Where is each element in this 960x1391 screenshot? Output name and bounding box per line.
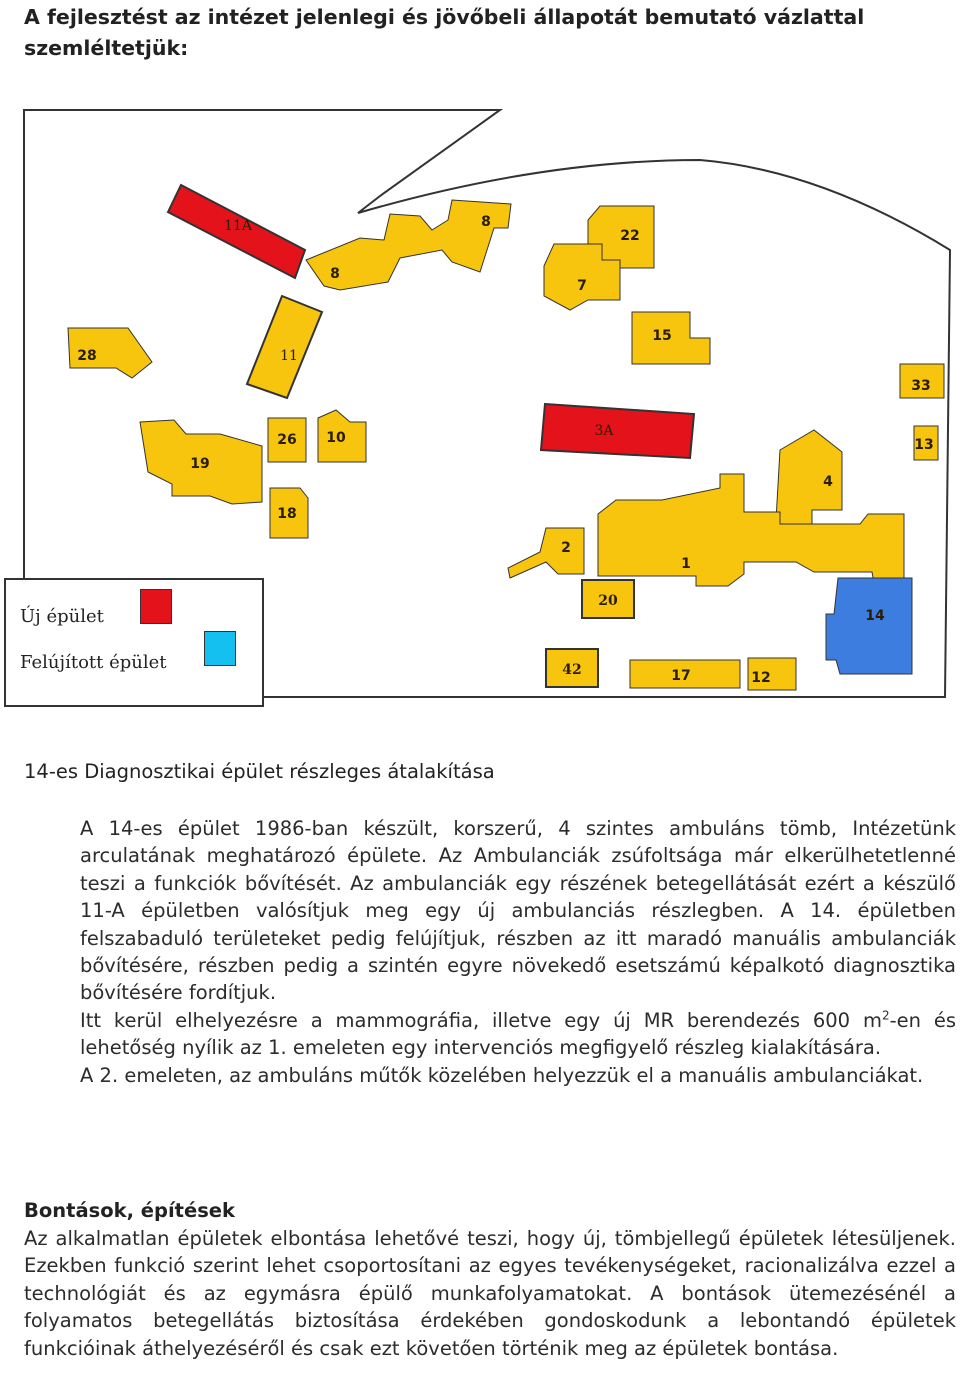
section1-title: 14-es Diagnosztikai épület részleges átalakítása <box>24 760 495 783</box>
label-17: 17 <box>671 668 691 684</box>
label-3A: 3A <box>594 423 614 439</box>
label-14: 14 <box>865 608 885 624</box>
label-28: 28 <box>77 348 97 364</box>
section1-paragraph-3: A 2. emeleten, az ambuláns műtők közelében helyezzük el a manuális ambulanciákat. <box>80 1063 924 1087</box>
label-33: 33 <box>911 378 931 394</box>
label-8a: 8 <box>481 214 491 230</box>
map-legend <box>4 578 264 707</box>
section2-title: Bontások, építések <box>24 1199 236 1222</box>
label-12: 12 <box>751 670 771 686</box>
label-22: 22 <box>620 228 640 244</box>
legend-new-swatch <box>140 589 172 624</box>
label-4: 4 <box>823 474 833 490</box>
label-18: 18 <box>277 506 297 522</box>
intro-heading: A fejlesztést az intézet jelenlegi és jövőbeli állapotát bemutató vázlattal szemléltetjük: <box>24 5 865 60</box>
label-19: 19 <box>190 456 210 472</box>
label-7: 7 <box>577 278 587 294</box>
section1-p2-superscript: 2 <box>881 1008 890 1023</box>
section1-p2-text-end: -en és lehetőség nyílik az 1. emeleten egy intervenciós megfigyelő részleg kialakítására. <box>80 1008 956 1060</box>
section1-body <box>80 815 956 1089</box>
legend-renovated-label: Felújított épület <box>20 652 167 673</box>
section1-paragraph-1: A 14-es épület 1986-ban készült, korszerű, 4 szintes ambuláns tömb, Intézetünk arculatának meghatározó épülete. Az Ambulanciák zsúfoltsága már elkerülhetetlenné teszi a funkciók bővítését. Az ambulanciák egy részének betegellátását ezért a készülő 11-A épületben valósítjuk meg egy új ambulanciás részlegben. A 14. épületben felszabaduló területeket pedig felújítjuk, részben az itt maradó manuális ambulanciák bővítésére, részben pedig a szintén egyre növekedő esetszámú képalkotó diagnosztika bővítésére fordítjuk. <box>80 817 956 1005</box>
section2-body <box>24 1225 956 1362</box>
section1-paragraph-2 <box>80 1007 956 1062</box>
label-1: 1 <box>681 556 691 572</box>
building-14 <box>826 578 912 674</box>
label-42: 42 <box>562 662 582 678</box>
label-11A: 11A <box>224 218 252 234</box>
label-2: 2 <box>561 540 571 556</box>
label-26: 26 <box>277 432 297 448</box>
label-11: 11 <box>280 348 298 364</box>
label-10: 10 <box>326 430 346 446</box>
label-13: 13 <box>914 437 934 453</box>
legend-renovated-swatch <box>204 631 236 666</box>
section1-p2-text: Itt kerül elhelyezésre a mammográfia, illetve egy új MR berendezés 600 m <box>80 1008 882 1032</box>
label-20: 20 <box>598 593 618 609</box>
legend-new-label: Új épület <box>20 606 104 627</box>
label-8b: 8 <box>330 266 340 282</box>
label-15: 15 <box>652 328 672 344</box>
building-3A <box>541 404 694 458</box>
section2-paragraph-1: Az alkalmatlan épületek elbontása lehetővé teszi, hogy új, tömbjellegű épületek létesüljenek. Ezekben funkció szerint lehet csoportosítani az egyes tevékenységeket, racionalizálva ezzel a technológiát és az egymásra épülő munkafolyamatokat. A bontások ütemezésénél a folyamatos betegellátás biztosítása érdekében gondoskodunk a lebontandó épületek funkcióinak áthelyezéséről és csak ezt követően történik meg az épületek bontása. <box>24 1227 956 1360</box>
